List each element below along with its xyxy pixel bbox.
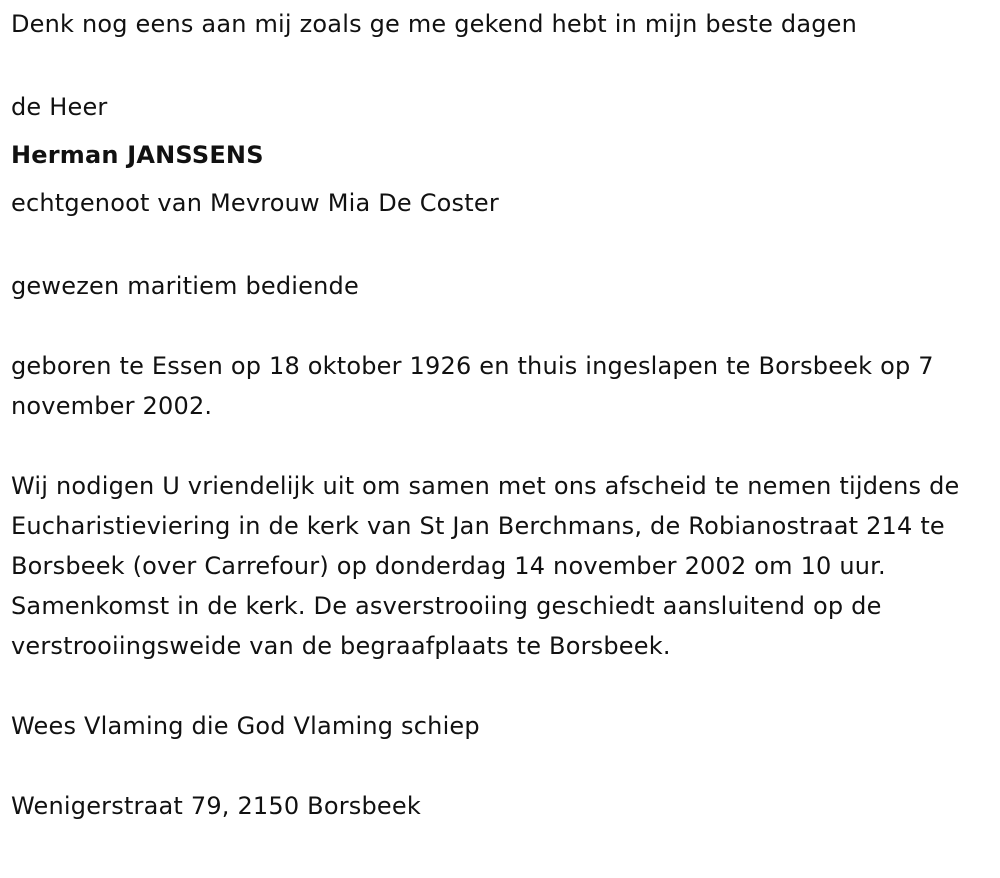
spacer bbox=[11, 44, 991, 84]
spacer bbox=[11, 226, 991, 266]
spacer bbox=[11, 306, 991, 346]
spacer bbox=[11, 666, 991, 706]
motto-text: Denk nog eens aan mij zoals ge me gekend hebt in mijn beste dagen bbox=[11, 10, 858, 38]
closing-quote: Wees Vlaming die God Vlaming schiep bbox=[11, 712, 480, 740]
spouse-text: echtgenoot van Mevrouw Mia De Coster bbox=[11, 189, 499, 217]
deceased-name: Herman JANSSENS bbox=[11, 141, 264, 169]
occupation-text: gewezen maritiem bediende bbox=[11, 272, 359, 300]
address-text: Wenigerstraat 79, 2150 Borsbeek bbox=[11, 792, 421, 820]
obituary-document bbox=[11, 0, 991, 826]
invitation-text: Wij nodigen U vriendelijk uit om samen met ons afscheid te nemen tijdens de Eucharistieviering in de kerk van St Jan Berchmans, de Robianostraat 214 te Borsbeek (over Carrefour) op donderdag 14 november 2002 om 10 uur. Samenkomst in de kerk. De asverstrooiing geschiedt aansluitend op de verstrooiingsweide van de begraafplaats te Borsbeek. bbox=[11, 472, 960, 660]
spacer bbox=[11, 746, 991, 786]
birth-death-text: geboren te Essen op 18 oktober 1926 en thuis ingeslapen te Borsbeek op 7 november 2002. bbox=[11, 352, 934, 420]
honorific-title: de Heer bbox=[11, 93, 108, 121]
spacer bbox=[11, 426, 991, 466]
